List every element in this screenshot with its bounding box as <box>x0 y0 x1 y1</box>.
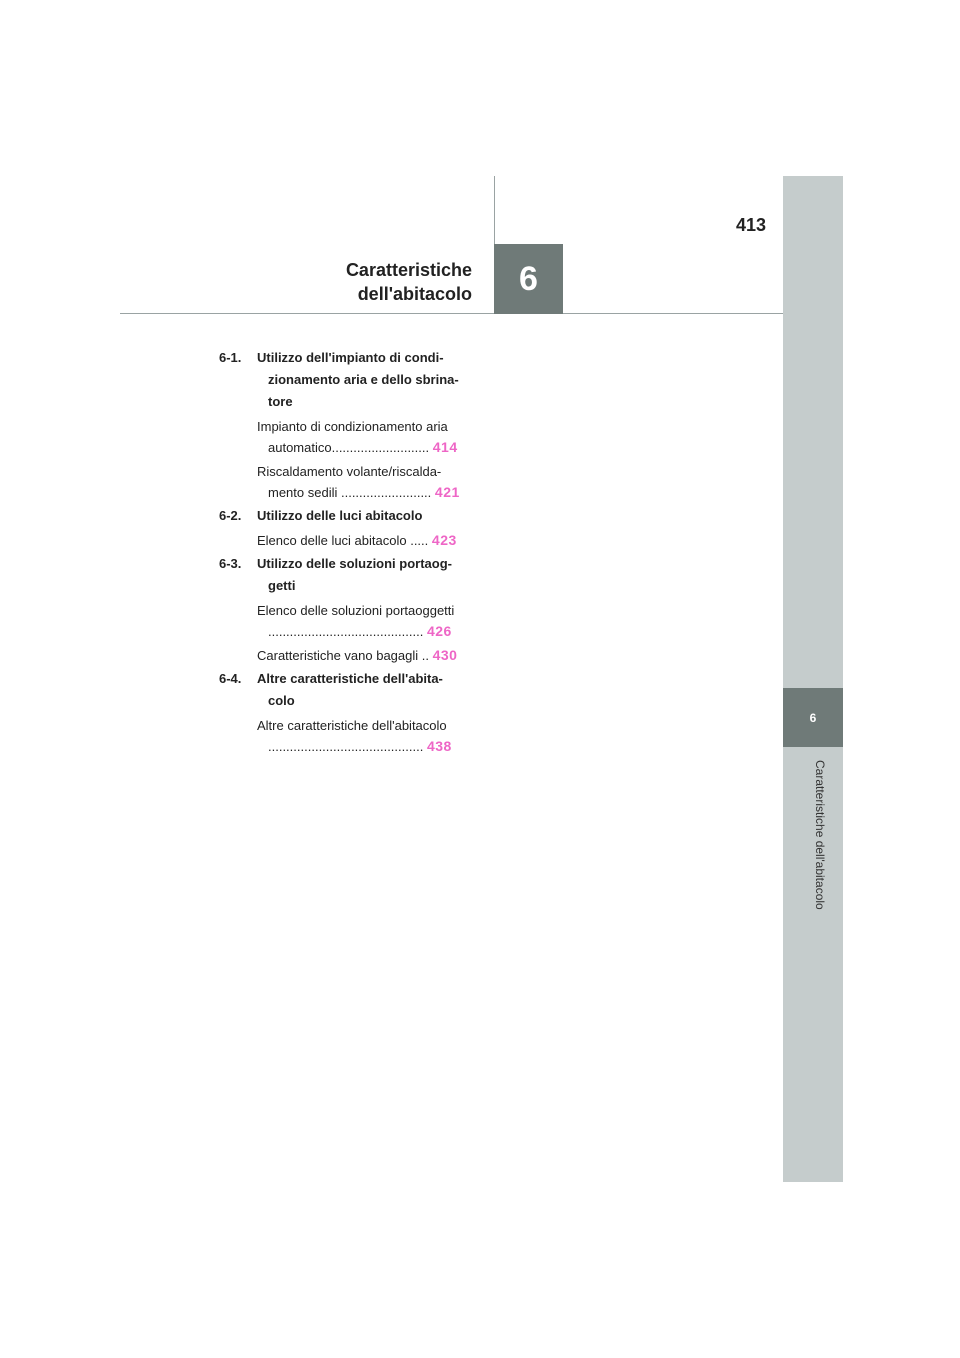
toc-entry-text: Caratteristiche vano bagagli .. <box>257 648 429 663</box>
toc-section-number: 6-2. <box>219 508 242 523</box>
toc-entry[interactable] <box>219 645 469 666</box>
toc-entry-page[interactable]: 423 <box>431 532 457 548</box>
toc-section-title <box>257 553 469 597</box>
toc-section-title-line: Altre caratteristiche dell'abita- <box>257 671 443 686</box>
toc-section-title: Utilizzo delle luci abitacolo <box>257 508 423 523</box>
toc-entry-page[interactable]: 421 <box>434 484 460 500</box>
chapter-title-line: Caratteristiche <box>345 260 472 280</box>
toc-section-title-line: getti <box>268 578 296 593</box>
toc-entry-text: Elenco delle soluzioni portaoggetti <box>257 603 455 618</box>
toc-entry[interactable] <box>219 715 469 757</box>
table-of-contents <box>219 345 469 757</box>
toc-entry-leader: mento sedili ......................... <box>268 485 432 500</box>
toc-section-title <box>257 668 469 712</box>
toc-section-title <box>257 347 469 413</box>
toc-section-title-line: colo <box>268 693 295 708</box>
chapter-number-box: 6 <box>494 244 563 314</box>
toc-entry-page[interactable]: 426 <box>426 623 452 639</box>
toc-section-number: 6-4. <box>219 671 242 686</box>
toc-entry[interactable] <box>219 530 469 551</box>
toc-entry-leader: ........................................... <box>268 739 424 754</box>
toc-section-title-line: zionamento aria e dello sbrina- <box>268 372 459 387</box>
side-tab-strip <box>783 176 843 1182</box>
toc-section-number: 6-1. <box>219 350 242 365</box>
toc-entry[interactable] <box>219 416 469 458</box>
chapter-title-line: dell'abitacolo <box>357 284 472 304</box>
side-tab-label: Caratteristiche dell'abitacolo <box>813 760 827 910</box>
toc-section-title-line: Utilizzo dell'impianto di condi- <box>257 350 444 365</box>
toc-section[interactable] <box>219 553 469 597</box>
toc-entry-text: Elenco delle luci abitacolo ..... <box>257 533 429 548</box>
toc-section[interactable] <box>219 347 469 413</box>
side-tab-number[interactable]: 6 <box>809 710 817 725</box>
toc-entry[interactable] <box>219 600 469 642</box>
chapter-title <box>346 258 472 306</box>
toc-entry[interactable] <box>219 461 469 503</box>
page-number: 413 <box>736 215 767 235</box>
toc-entry-leader: ........................................... <box>268 624 424 639</box>
toc-section-title-line: tore <box>268 394 293 409</box>
toc-entry-text: Riscaldamento volante/riscalda- <box>257 464 442 479</box>
toc-section[interactable] <box>219 505 469 527</box>
header-divider-horizontal <box>120 313 783 314</box>
toc-entry-page[interactable]: 430 <box>432 647 458 663</box>
toc-section-number: 6-3. <box>219 556 242 571</box>
toc-entry-leader: automatico........................... <box>268 440 430 455</box>
toc-entry-text: Impianto di condizionamento aria <box>257 419 448 434</box>
header-divider-vertical <box>494 176 495 246</box>
toc-section-title-line: Utilizzo delle soluzioni portaog- <box>257 556 452 571</box>
toc-entry-page[interactable]: 438 <box>426 738 452 754</box>
toc-entry-text: Altre caratteristiche dell'abitacolo <box>257 718 447 733</box>
toc-section[interactable] <box>219 668 469 712</box>
toc-entry-page[interactable]: 414 <box>432 439 458 455</box>
